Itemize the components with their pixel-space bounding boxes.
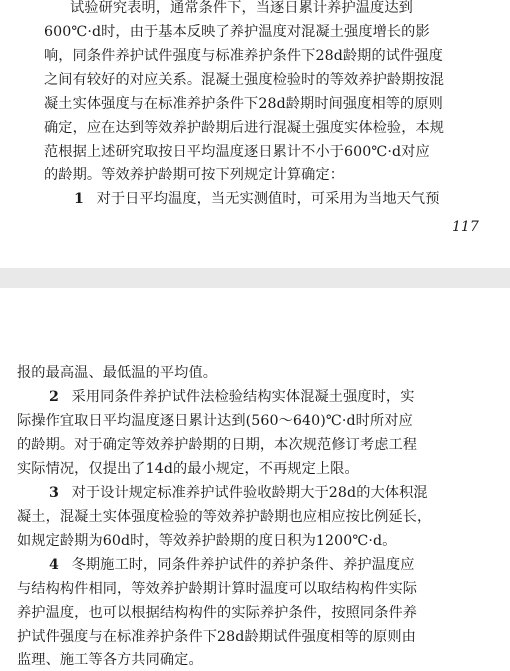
text-line: 的龄期。对于确定等效养护龄期的日期，本次规范修订考虑工程: [17, 437, 418, 453]
item-number: 4: [49, 557, 59, 573]
list-item-1: [74, 188, 440, 210]
item-text: 采用同条件养护试件法检验结构实体混凝土强度时，实: [71, 389, 415, 405]
bottom-page: [0, 288, 510, 671]
text-line: 如规定龄期为60d时，等效养护龄期的度日积为1200℃·d。: [17, 533, 397, 549]
text-line: 范根据上述研究取按日平均温度逐日累计不小于600℃·d对应: [44, 144, 430, 160]
text-line: 际操作宜取日平均温度逐日累计达到(560～640)℃·d时所对应: [17, 413, 413, 429]
text-line: 试验研究表明，通常条件下，当逐日累计养护温度达到: [70, 0, 413, 16]
text-line: 护试件强度与在标准养护条件下28d龄期试件强度相等的原则由: [17, 629, 416, 645]
item-text: 冬期施工时，同条件养护试件的养护条件、养护温度应: [71, 557, 415, 573]
text-line: 之间有较好的对应关系。混凝土强度检验时的等效养护龄期按混: [44, 72, 445, 88]
text-line: 报的最高温、最低温的平均值。: [17, 365, 218, 381]
list-item-3: [49, 482, 428, 504]
text-line: 与结构构件相同，等效养护龄期计算时温度可以取结构构件实际: [17, 581, 418, 597]
page-separator: [0, 268, 510, 288]
item-number: 3: [49, 485, 59, 501]
text-line: 监理、施工等各方共同确定。: [17, 652, 203, 668]
text-line: 凝土实体强度与在标准养护条件下28d龄期时间强度相等的原则: [44, 96, 443, 112]
text-line: 凝土，混凝土实体强度检验的等效养护龄期也应相应按比例延长，: [17, 509, 432, 525]
list-item-2: [49, 386, 415, 408]
text-line: 实际情况，仅提出了14d的最小规定，不再规定上限。: [17, 461, 359, 477]
text-line: 确定，应在达到等效养护龄期后进行混凝土强度实体检验，本规: [44, 120, 445, 136]
text-line: 响，同条件养护试件强度与标准养护条件下28d龄期的试件强度: [44, 48, 443, 64]
page-number: 117: [452, 219, 479, 235]
text-line: 的龄期。等效养护龄期可按下列规定计算确定：: [44, 167, 345, 183]
item-text: 对于日平均温度，当无实测值时，可采用为当地天气预: [96, 191, 440, 207]
item-number: 2: [49, 389, 59, 405]
list-item-4: [49, 554, 415, 576]
item-text: 对于设计规定标准养护试件验收龄期大于28d的大体积混: [71, 485, 428, 501]
item-number: 1: [74, 191, 84, 207]
text-line: 600℃·d时，由于基本反映了养护温度对混凝土强度增长的影: [44, 24, 430, 40]
top-page: [0, 0, 510, 268]
text-line: 养护温度，也可以根据结构构件的实际养护条件，按照同条件养: [17, 605, 418, 621]
